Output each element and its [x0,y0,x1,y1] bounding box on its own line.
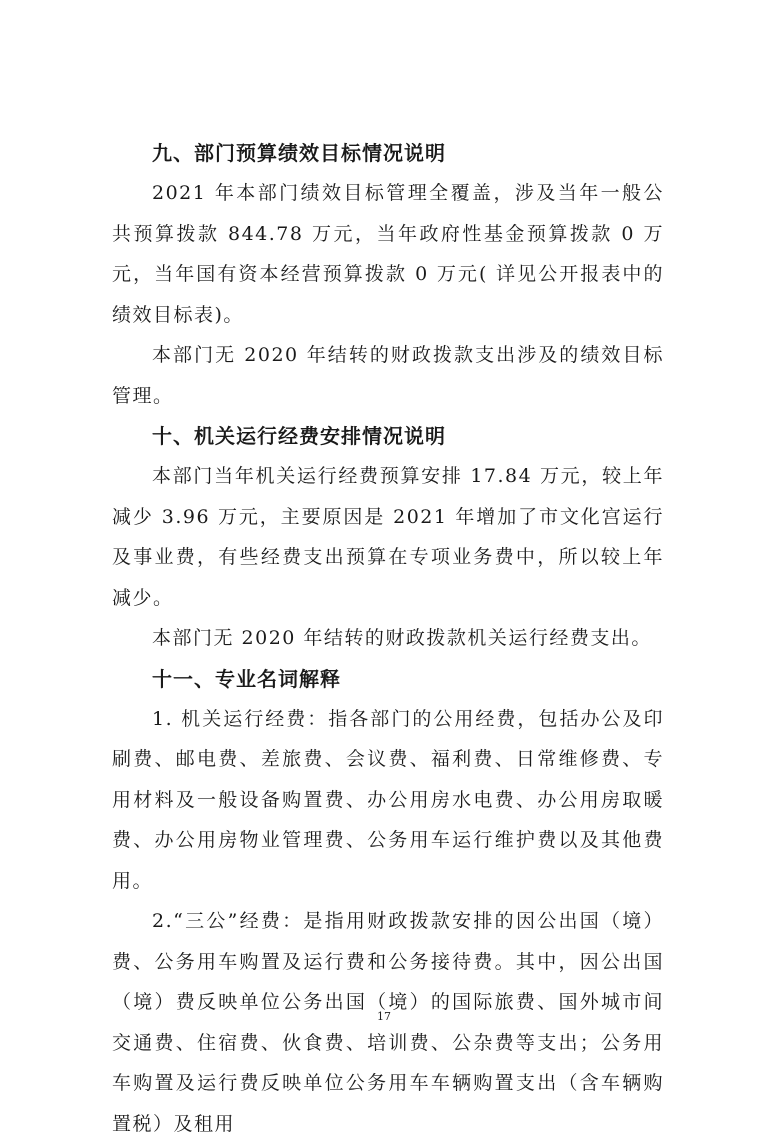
page-body [112,133,664,1144]
section-11-paragraph-1: 1. 机关运行经费：指各部门的公用经费，包括办公及印刷费、邮电费、差旅费、会议费、福利费、日常维修费、专用材料及一般设备购置费、办公用房水电费、办公用房取暖费、办公用房物业管理费、公务用车运行维护费以及其他费用。 [112,707,664,892]
section-10-heading: 十、机关运行经费安排情况说明 [152,424,446,448]
section-9-heading: 九、部门预算绩效目标情况说明 [152,141,446,165]
section-10-paragraph-2: 本部门无 2020 年结转的财政拨款机关运行经费支出。 [152,627,652,649]
page-number: 17 [377,1010,391,1023]
section-9-paragraph-2: 本部门无 2020 年结转的财政拨款支出涉及的绩效目标管理。 [112,344,664,407]
section-11-paragraph-2: 2.“三公”经费：是指用财政拨款安排的因公出国（境）费、公务用车购置及运行费和公务接待费。其中，因公出国（境）费反映单位公务出国（境）的国际旅费、国外城市间交通费、住宿费、伙食费、培训费、公杂费等支出；公务用车购置及运行费反映单位公务用车车辆购置支出（含车辆购置税）及租用 [112,910,664,1135]
section-11-heading: 十一、专业名词解释 [152,666,341,691]
section-10-paragraph-1: 本部门当年机关运行经费预算安排 17.84 万元，较上年减少 3.96 万元，主要原因是 2021 年增加了市文化宫运行及事业费，有些经费支出预算在专项业务费中，所以较上年减少。 [112,465,664,609]
section-9-paragraph-1: 2021 年本部门绩效目标管理全覆盖，涉及当年一般公共预算拨款 844.78 万元，当年政府性基金预算拨款 0 万元，当年国有资本经营预算拨款 0 万元( 详见公开报表中的绩效目标表)。 [112,182,664,326]
